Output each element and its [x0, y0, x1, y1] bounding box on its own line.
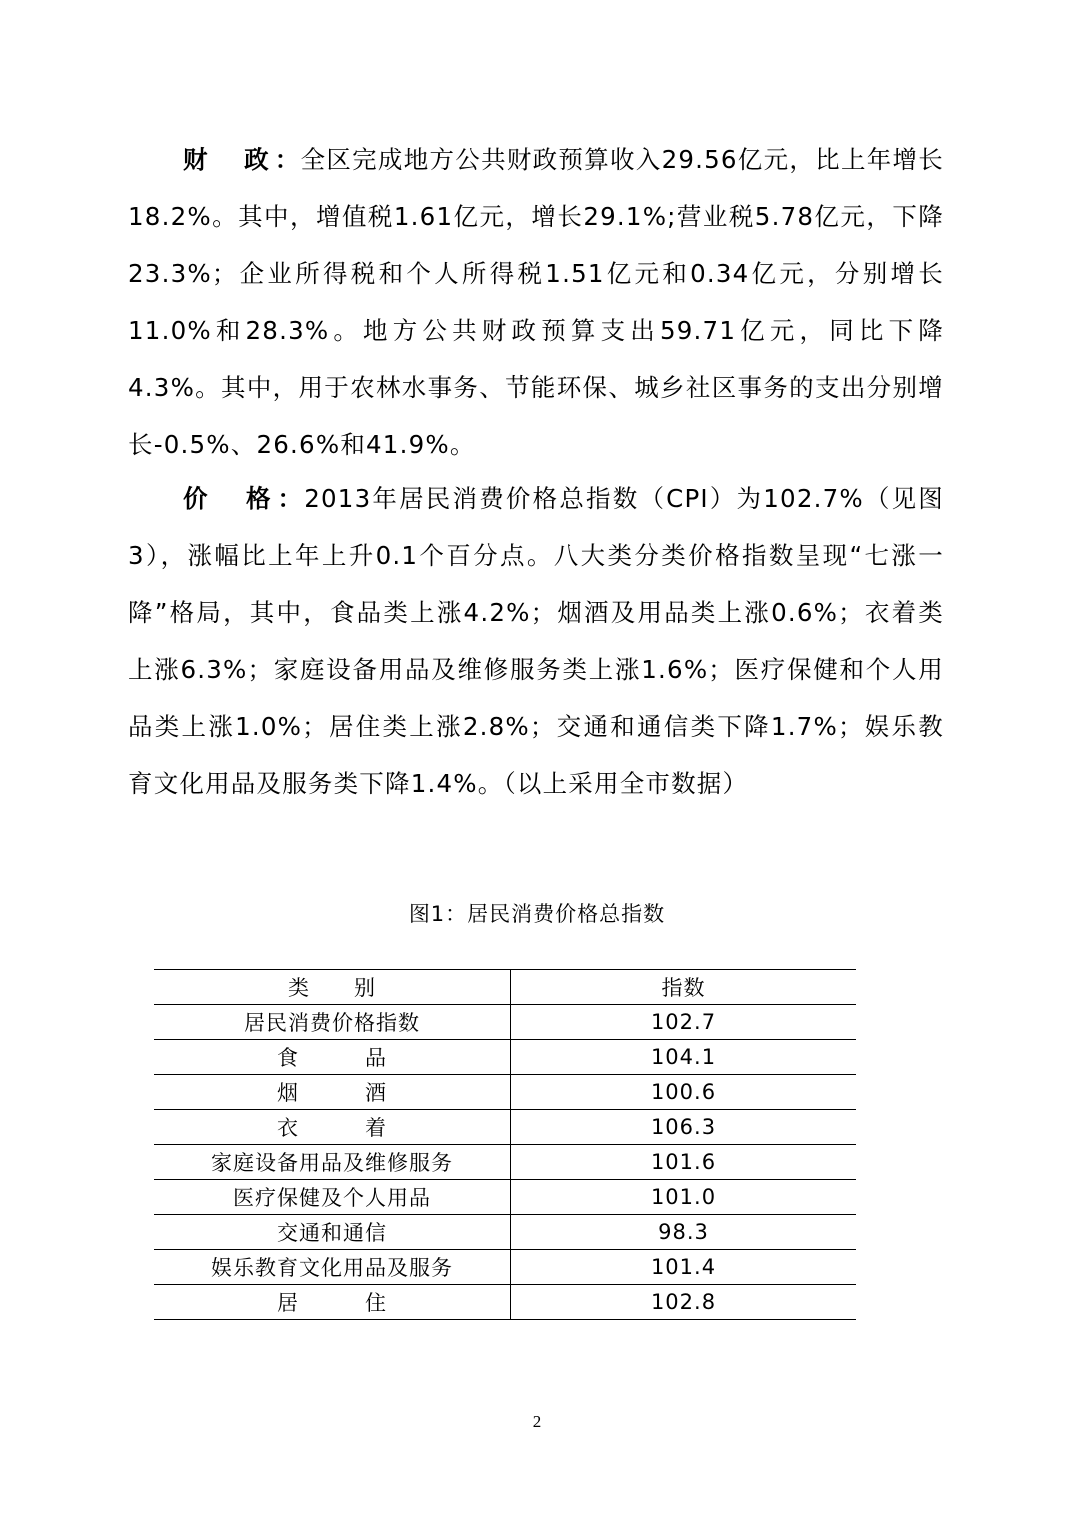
page-number: 2 [532, 1412, 542, 1431]
index-cell: 106.3 [511, 1110, 857, 1145]
finance-text: 全区完成地方公共财政预算收入29.56亿元，比上年增长18.2%。其中，增值税1.61亿元，增长29.1%;营业税5.78亿元，下降23.3%；企业所得税和个人所得税1.51亿元和0.34亿元，分别增长11.0%和28.3%。地方公共财政预算支出59.71亿元，同比下降4.3%。其中，用于农林水事务、节能环保、城乡社区事务的支出分别增长-0.5%、26.6%和41.9%。 [128, 145, 945, 459]
category-cell: 居民消费价格指数 [154, 1005, 511, 1040]
table-row [154, 1285, 856, 1320]
finance-label-colon: ： [274, 145, 301, 174]
index-cell: 102.8 [511, 1285, 857, 1320]
column-header-category: 类 别 [154, 970, 511, 1005]
index-cell: 101.0 [511, 1180, 857, 1215]
table-row [154, 1215, 856, 1250]
index-cell: 104.1 [511, 1040, 857, 1075]
price-label: 价 格 [183, 484, 278, 513]
category-cell: 家庭设备用品及维修服务 [154, 1145, 511, 1180]
price-label-colon: ： [277, 484, 305, 513]
category-cell: 食 品 [154, 1040, 511, 1075]
figure-title: 图1：居民消费价格总指数 [408, 902, 666, 926]
finance-label: 财 政 [183, 145, 275, 174]
table-row [154, 1040, 856, 1075]
index-cell: 101.6 [511, 1145, 857, 1180]
category-cell: 衣 着 [154, 1110, 511, 1145]
table-row [154, 1110, 856, 1145]
category-cell: 娱乐教育文化用品及服务 [154, 1250, 511, 1285]
category-cell: 烟 酒 [154, 1075, 511, 1110]
category-cell: 医疗保健及个人用品 [154, 1180, 511, 1215]
price-text: 2013年居民消费价格总指数（CPI）为102.7%（见图3），涨幅比上年上升0.1个百分点。八大类分类价格指数呈现“七涨一降”格局，其中，食品类上涨4.2%；烟酒及用品类上涨0.6%；衣着类上涨6.3%；家庭设备用品及维修服务类上涨1.6%；医疗保健和个人用品类上涨1.0%；居住类上涨2.8%；交通和通信类下降1.7%；娱乐教育文化用品及服务类下降1.4%。（以上采用全市数据） [128, 484, 944, 798]
category-cell: 交通和通信 [154, 1215, 511, 1250]
category-cell: 居 住 [154, 1285, 511, 1320]
table-row [154, 1075, 856, 1110]
table-row [154, 1250, 856, 1285]
price-paragraph [128, 470, 944, 812]
cpi-table [154, 969, 856, 1320]
index-cell: 100.6 [511, 1075, 857, 1110]
column-header-index: 指数 [511, 970, 857, 1005]
finance-paragraph [128, 131, 944, 473]
index-cell: 101.4 [511, 1250, 857, 1285]
index-cell: 98.3 [511, 1215, 857, 1250]
table-header-row [154, 970, 856, 1005]
table-row [154, 1005, 856, 1040]
table-row [154, 1145, 856, 1180]
table-row [154, 1180, 856, 1215]
index-cell: 102.7 [511, 1005, 857, 1040]
